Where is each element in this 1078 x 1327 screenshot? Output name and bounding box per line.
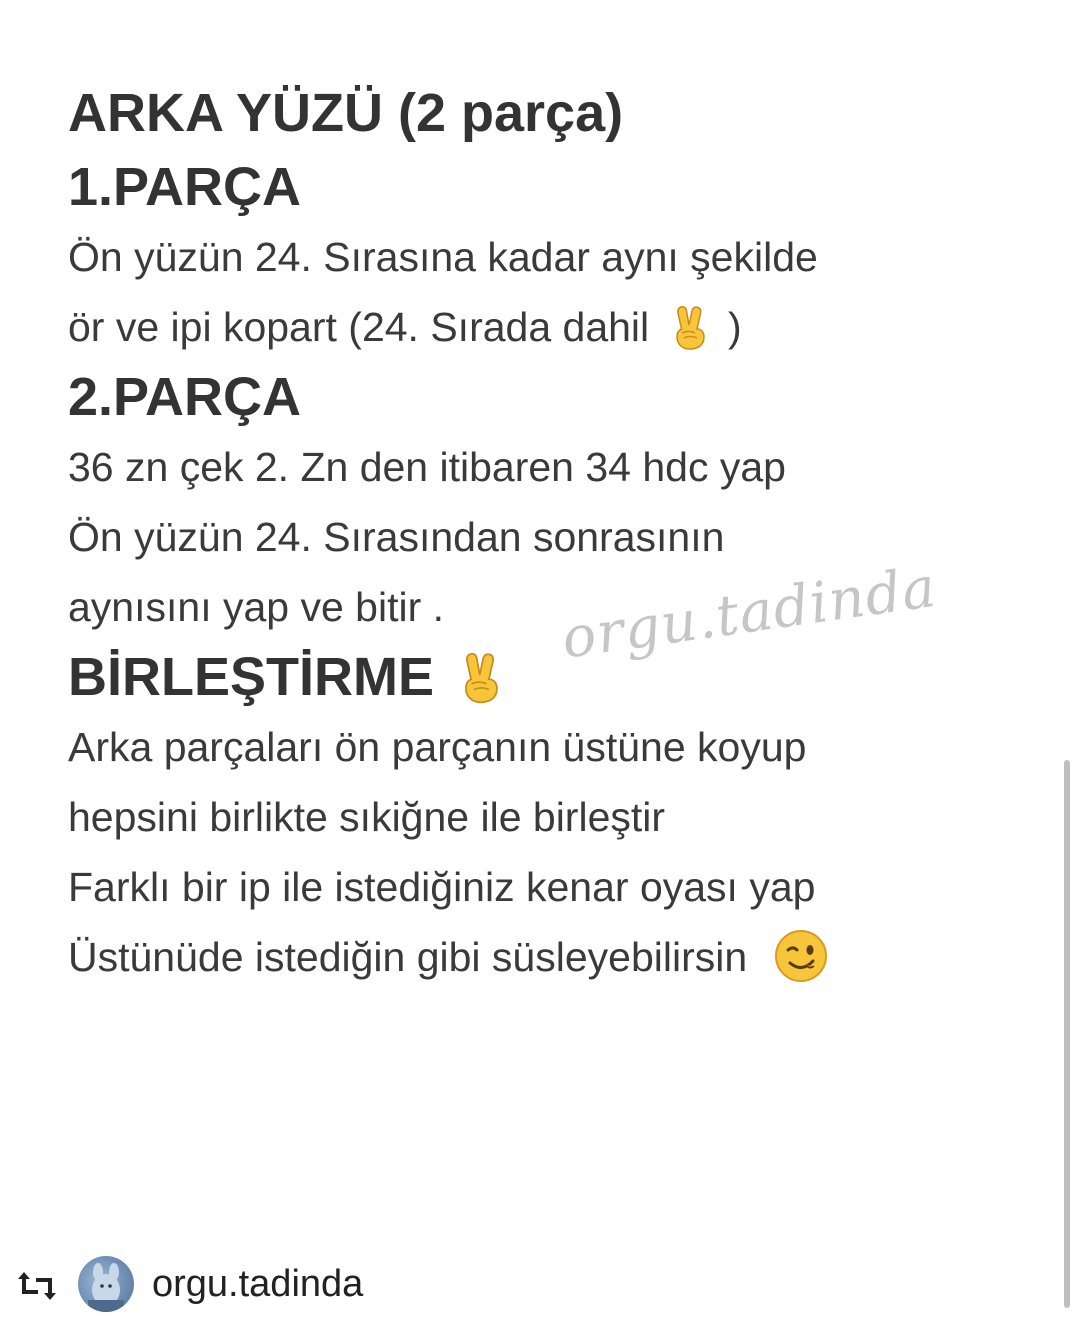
note-title: ARKA YÜZÜ (2 parça) — [68, 83, 624, 143]
watermark-text: orgu.tadinda — [557, 554, 941, 672]
section-1-line-2-close: ) — [727, 304, 742, 350]
username-label[interactable]: orgu.tadinda — [152, 1263, 364, 1305]
section-1-line-2-text: ör ve ipi kopart (24. Sırada dahil — [68, 304, 650, 350]
repost-icon[interactable] — [16, 1268, 58, 1304]
section-3-line-2: hepsini birlikte sıkiğne ile birleştir — [68, 794, 666, 840]
victory-hand-emoji-icon — [671, 302, 711, 350]
victory-hand-emoji-icon — [459, 649, 505, 705]
section-2-line-3: aynısını yap ve bitir . — [68, 584, 445, 630]
section-3-heading: BİRLEŞTİRME — [68, 647, 435, 707]
section-2-heading: 2.PARÇA — [68, 367, 302, 427]
section-2-line-1: 36 zn çek 2. Zn den itibaren 34 hdc yap — [68, 444, 786, 490]
section-3-line-4 — [68, 922, 1028, 992]
section-2-line-2: Ön yüzün 24. Sırasından sonrasının — [68, 514, 725, 560]
profile-avatar[interactable] — [78, 1256, 134, 1312]
winking-face-emoji-icon — [773, 928, 829, 984]
note-content — [68, 78, 1028, 992]
section-3-line-1: Arka parçaları ön parçanın üstüne koyup — [68, 724, 807, 770]
vertical-scrollbar[interactable] — [1064, 760, 1070, 1308]
section-3-line-4-text: Üstünüde istediğin gibi süsleyebilirsin — [68, 934, 748, 980]
section-1-heading: 1.PARÇA — [68, 157, 302, 217]
repost-footer — [0, 1248, 1078, 1324]
section-1-line-2 — [68, 292, 1028, 362]
section-1-line-1: Ön yüzün 24. Sırasına kadar aynı şekilde — [68, 234, 818, 280]
section-3-line-3: Farklı bir ip ile istediğiniz kenar oyası yap — [68, 864, 816, 910]
